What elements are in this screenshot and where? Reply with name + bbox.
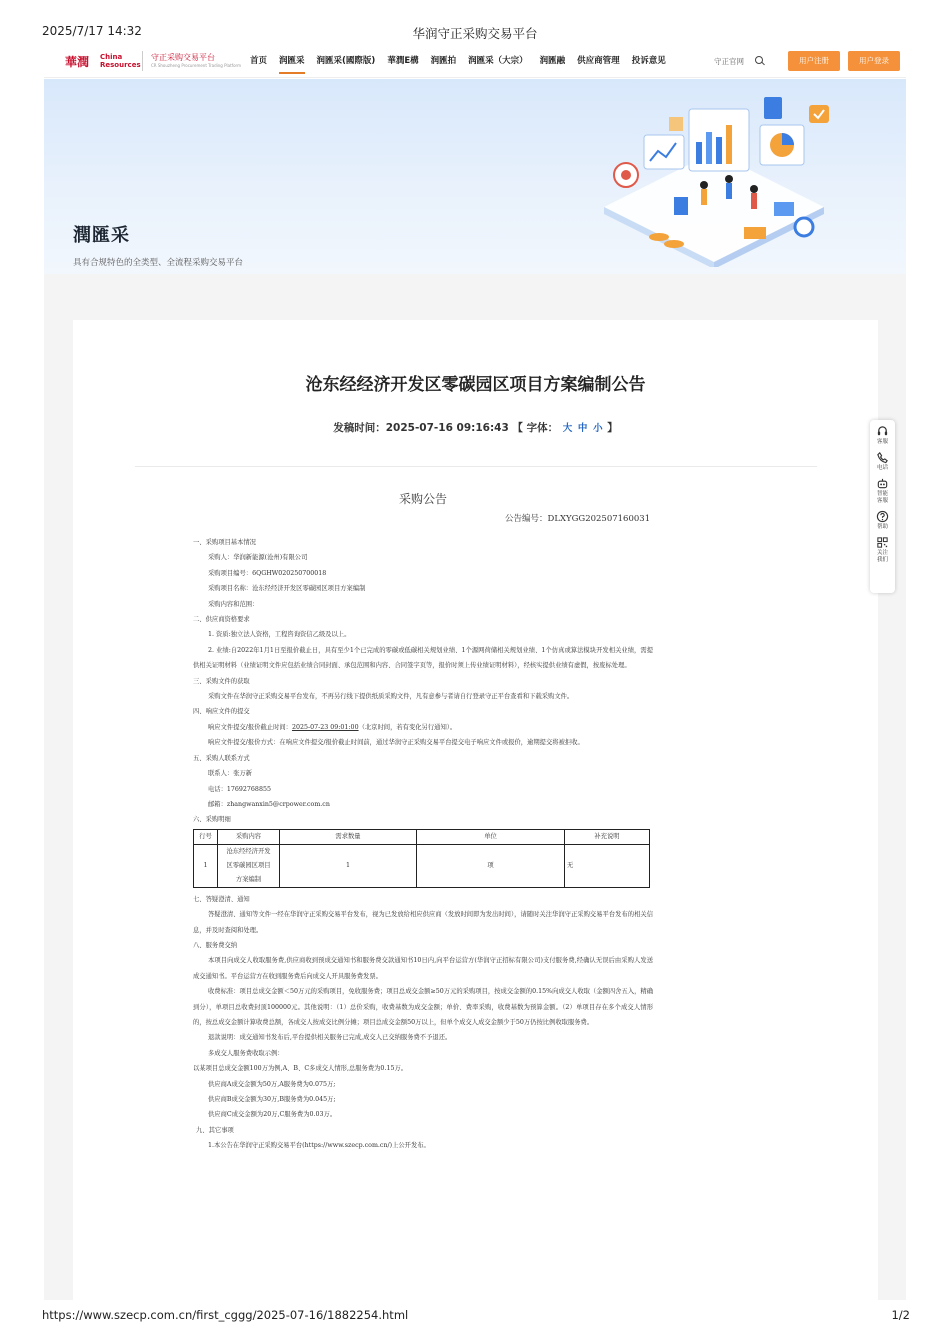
cell-row-no: 1	[194, 844, 218, 887]
phone-button[interactable]: 电话	[870, 451, 895, 472]
nav-supplier-management[interactable]: 供应商管理	[577, 56, 620, 66]
project-number: 采购项目编号：6QGHW020250700018	[208, 569, 327, 577]
logo-platform-name: 守正采购交易平台 CR Shouzheng Procurement Trading Platform	[151, 53, 241, 68]
col-content: 采购内容	[218, 829, 280, 844]
section-2-heading: 二、供应商资格要求	[193, 616, 250, 624]
contact-phone: 电话：17692768855	[208, 785, 271, 793]
side-float-toolbar	[870, 420, 895, 593]
headset-icon	[876, 425, 889, 438]
print-page-number: 1/2	[891, 1308, 910, 1322]
nav-runhuicai[interactable]: 润匯采	[279, 44, 305, 78]
cell-quantity: 1	[280, 844, 417, 887]
qualification-requirement: 1. 资质:独立法人资格，工程咨询资信乙级及以上。	[208, 631, 351, 639]
doc-heading: 采购公告	[398, 492, 447, 506]
article-meta: 发稿时间：2025-07-16 09:16:43 【 字体： 大 中 小 】	[333, 422, 618, 434]
font-size-medium[interactable]: 中	[577, 423, 588, 434]
contact-person: 联系人：张万新	[208, 770, 253, 778]
logo-divider	[142, 51, 143, 71]
section-6-heading: 六、采购明细	[193, 816, 231, 824]
font-size-large[interactable]: 大	[562, 423, 573, 434]
hero-banner	[44, 79, 906, 274]
document-acquisition: 采购文件在华润守正采购交易平台发布，不再另行线下提供纸质采购文件，凡有意参与者请自行登录守正平台查看和下载采购文件。	[208, 693, 574, 701]
section-5-heading: 五、采购人联系方式	[193, 754, 250, 762]
performance-requirement: 2. 业绩:自2022年1月1日至报价截止日，具有至少1个已完成的零碳或低碳相关规划业绩、1个源网荷储相关规划业绩、1个仿真或算法模块开发相关业绩，需提供相关证明材料（业绩证明文件应包括业绩合同封面、承包范围和内容、合同签字页等，报价时须上传业绩证明材料），经核实提供业绩有虚假，按废标处理。	[193, 646, 653, 670]
section-1-heading: 一、采购项目基本情况	[193, 539, 256, 546]
project-name: 采购项目名称：沧东经经济开发区零碳园区项目方案编制	[208, 585, 366, 593]
print-header	[0, 0, 950, 40]
main-nav	[250, 44, 678, 78]
table-row	[194, 844, 650, 887]
deadline-value: 2025-07-23 09:01:00	[291, 723, 359, 731]
register-button[interactable]: 用户注册	[788, 51, 840, 71]
qr-code-icon	[876, 536, 889, 549]
doc-body	[193, 535, 653, 1154]
search-icon[interactable]	[750, 52, 768, 70]
cell-unit: 项	[417, 844, 565, 887]
col-notes: 补充说明	[565, 829, 650, 844]
print-footer	[0, 1308, 950, 1328]
isometric-illustration	[564, 87, 864, 267]
announcement-document	[193, 490, 653, 1150]
banner-subtitle: 具有合规特色的全类型、全流程采购交易平台	[73, 258, 244, 268]
clarification-notice: 答疑澄清、通知等文件一经在华润守正采购交易平台发布，视为已发放给相应供应商（发放时间即为发出时间），请随时关注华润守正采购交易平台发布的相关信息，并及时查阅和处理。	[193, 911, 653, 934]
china-resources-logo-mark: 華潤	[64, 54, 89, 69]
nav-right-actions	[714, 50, 900, 72]
doc-code: 公告编号：DLXYGG202507160031	[505, 514, 651, 524]
procurement-items-table	[193, 829, 650, 888]
section-4-heading: 四、响应文件的提交	[193, 708, 250, 716]
official-site-link[interactable]: 守正官网	[714, 56, 744, 66]
cell-content: 沧东经经济开发 区零碳园区项目 方案编制	[218, 844, 280, 887]
service-fee-example: 以某项目总成交金额100万为例,A、B、C多成交人情形,总服务费为0.15万。	[193, 1065, 408, 1073]
service-fee-para-2: 收费标准：项目总成交金额＜50万元的采购项目，免收服务费；项目总成交金额≥50万元的采购项目，按成交金额的0.15%向成交人收取（金额四舍五入，精确到分），单项目总收费封顶100000元。其他说明：（1）总价采购，收费基数为成交金额；单价、费率采购，收费基数为预算金额。（2）单项目存在多个成交人情形的，按总成交金额计算收费总额，各成交人按成交比例分摊；项目总成交金额50万以上，但单个成交人成交金额少于50万仍按比例收取服务费。	[193, 988, 653, 1026]
nav-complaints[interactable]: 投诉意见	[631, 56, 666, 66]
project-scope: 采购内容和范围：	[208, 600, 259, 608]
service-fee-example-title: 多成交人服务费收取示例：	[208, 1049, 284, 1057]
supplier-a-fee: 供应商A成交金额为50万,A服务费为0.075万;	[208, 1080, 336, 1088]
section-8-heading: 八、服务费交纳	[193, 941, 238, 949]
purchaser: 采购人：华润新能源(沧州)有限公司	[208, 554, 308, 562]
section-3-heading: 三、采购文件的获取	[193, 677, 250, 685]
col-row-no: 行号	[194, 829, 218, 844]
site-logo[interactable]	[56, 49, 241, 73]
customer-service-button[interactable]: 客服	[870, 425, 895, 446]
help-button[interactable]: 帮助	[870, 510, 895, 531]
submission-deadline: 响应文件提交/报价截止时间：2025-07-23 09:01:00（北京时间，若有变化另行通知）。	[208, 723, 457, 731]
login-button[interactable]: 用户登录	[848, 51, 900, 71]
nav-runhuipai[interactable]: 润匯拍	[430, 56, 457, 66]
follow-us-button[interactable]: 关注 我们	[870, 536, 895, 564]
col-unit: 单位	[417, 829, 565, 844]
print-timestamp: 2025/7/17 14:32	[42, 24, 142, 38]
nav-home[interactable]: 首页	[250, 56, 268, 66]
cell-notes: 无	[565, 844, 650, 887]
service-fee-refund: 退款说明：成交通知书发布后,平台提供相关服务已完成,成交人已交纳服务费不予退还。	[208, 1034, 452, 1042]
col-quantity: 需求数量	[280, 829, 417, 844]
title-divider	[135, 466, 817, 467]
nav-runhuirong[interactable]: 润匯融	[539, 56, 566, 66]
other-matters-1: 1.本公告在华润守正采购交易平台(https://www.szecp.com.cn/)上公开发布。	[208, 1142, 430, 1150]
print-page-title: 华润守正采购交易平台	[412, 26, 538, 41]
ai-service-button[interactable]: 智能 客服	[870, 477, 895, 505]
banner-title: 潤匯采	[73, 225, 130, 246]
nav-huarun-e-gou[interactable]: 華潤E構	[387, 56, 419, 66]
robot-icon	[876, 477, 889, 490]
print-url: https://www.szecp.com.cn/first_cggg/2025-07-16/1882254.html	[42, 1308, 409, 1322]
font-size-small[interactable]: 小	[593, 423, 603, 434]
submission-method: 响应文件提交/报价方式：在响应文件提交/报价截止时间前，通过华润守正采购交易平台提交电子响应文件或报价，逾期提交将被拒收。	[208, 739, 584, 747]
nav-runhuicai-bulk[interactable]: 润匯采（大宗）	[468, 56, 528, 66]
supplier-c-fee: 供应商C成交金额为20万,C服务费为0.03万。	[208, 1111, 337, 1119]
nav-runhuicai-intl[interactable]: 润匯采(國際版)	[316, 56, 376, 66]
service-fee-para-1: 本项目向成交人收取服务费,供应商收到预成交通知书和服务费交款通知书10日内,向平台运营方(华润守正招标有限公司)支付服务费,经确认无误后由采购人发送成交通知书。平台运营方在收到服务费后向成交人开具服务费发票。	[193, 957, 653, 980]
logo-english-text: China Resources	[100, 53, 141, 69]
section-7-heading: 七、答疑澄清、通知	[193, 895, 250, 903]
article-title: 沧东经经济开发区零碳园区项目方案编制公告	[305, 375, 646, 395]
help-icon	[876, 510, 889, 523]
section-9-heading: 九、其它事项	[196, 1126, 234, 1134]
table-header-row	[194, 829, 650, 844]
contact-email: 邮箱：zhangwanxin5@crpower.com.cn	[208, 800, 330, 808]
top-navbar	[44, 44, 906, 78]
supplier-b-fee: 供应商B成交金额为30万,B服务费为0.045万;	[208, 1096, 336, 1103]
article-card	[73, 320, 878, 1300]
phone-icon	[876, 451, 889, 464]
